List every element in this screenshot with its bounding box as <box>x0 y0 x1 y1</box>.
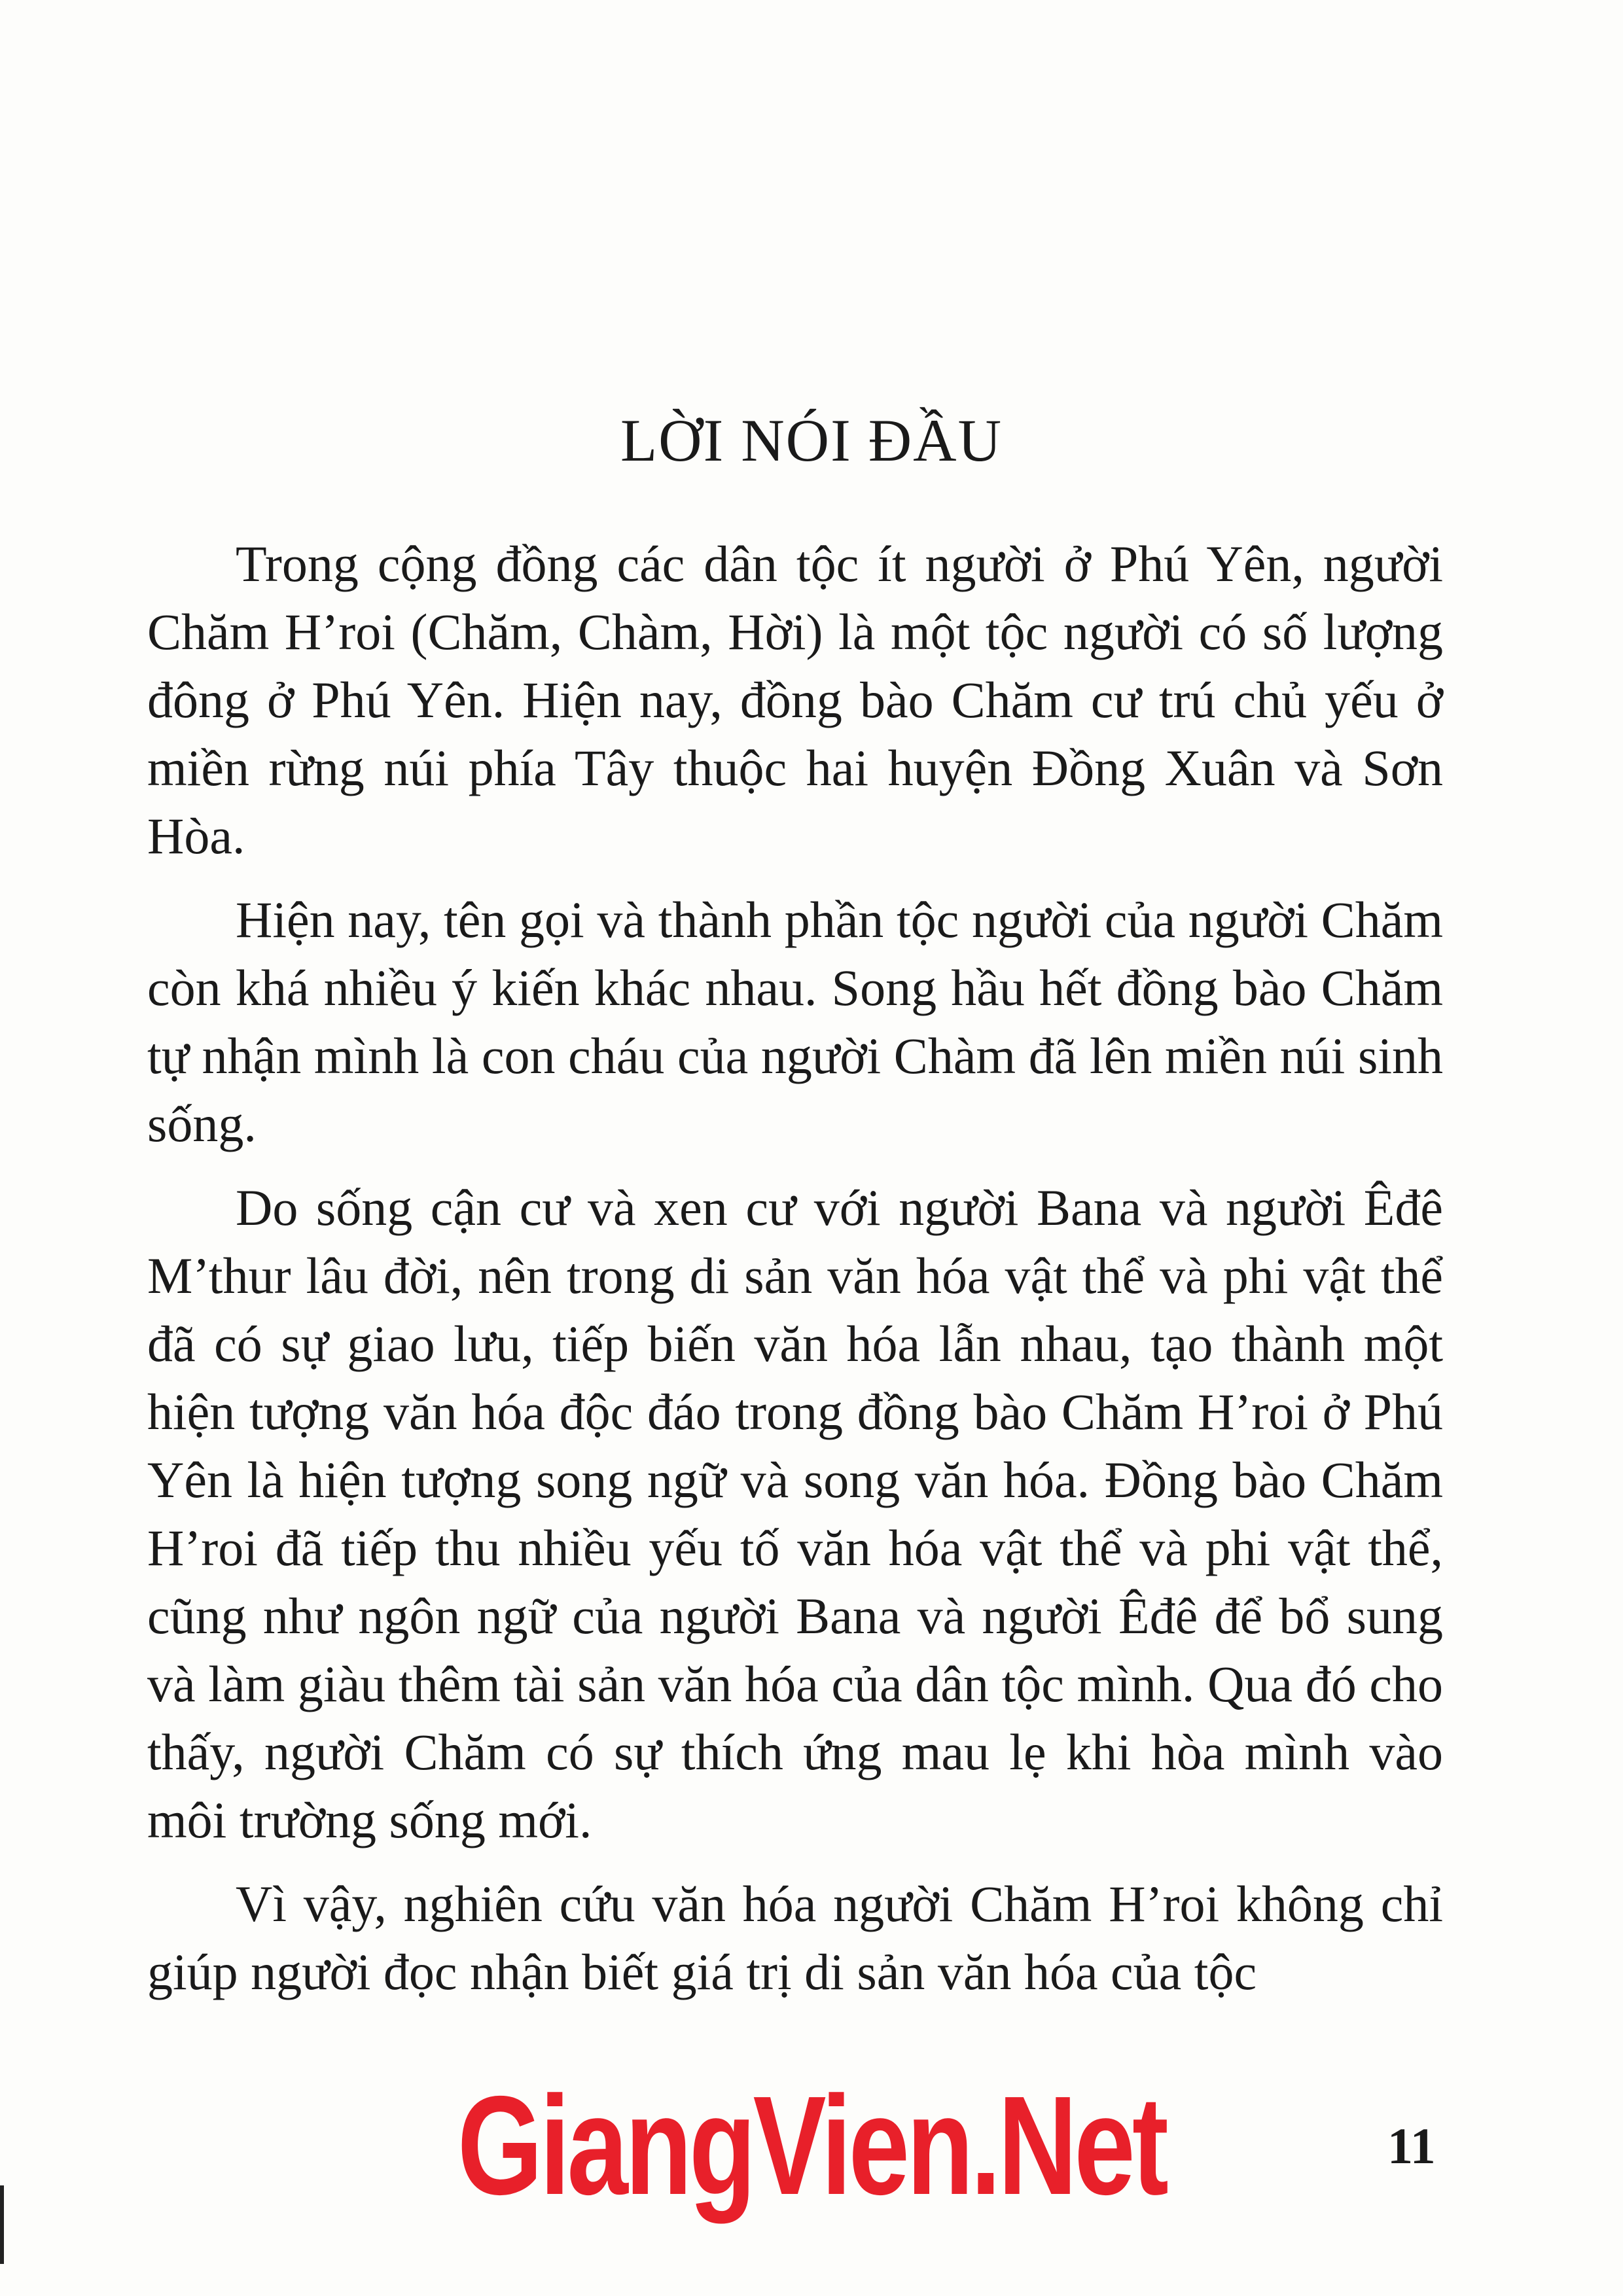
page-title: LỜI NÓI ĐẦU <box>620 407 1003 474</box>
paragraph-3: Do sống cận cư và xen cư với người Bana và người Êđê M’thur lâu đời, nên trong di sản văn hóa vật thể và phi vật thể đã có sự giao lưu, tiếp biến văn hóa lẫn nhau, tạo thành một hiện tượng văn hóa độc đáo trong đồng bào Chăm H’roi ở Phú Yên là hiện tượng song ngữ và song văn hóa. Đồng bào Chăm H’roi đã tiếp thu nhiều yếu tố văn hóa vật thể và phi vật thể, cũng như ngôn ngữ của người Bana và người Êđê để bổ sung và làm giàu thêm tài sản văn hóa của dân tộc mình. Qua đó cho thấy, người Chăm có sự thích ứng mau lẹ khi hòa mình vào môi trường sống mới. <box>147 1179 1443 1848</box>
watermark-logo: GiangVien.Net <box>457 2066 1166 2224</box>
scan-edge-mark <box>0 2185 4 2264</box>
page-number: 11 <box>1387 2117 1436 2174</box>
paragraph-2: Hiện nay, tên gọi và thành phần tộc người của người Chăm còn khá nhiều ý kiến khác nhau. Song hầu hết đồng bào Chăm tự nhận mình là con cháu của người Chàm đã lên miền núi sinh sống. <box>147 891 1443 1152</box>
paragraph-4: Vì vậy, nghiên cứu văn hóa người Chăm H’roi không chỉ giúp người đọc nhận biết giá trị di sản văn hóa của tộc <box>147 1875 1443 2000</box>
paragraph-1: Trong cộng đồng các dân tộc ít người ở Phú Yên, người Chăm H’roi (Chăm, Chàm, Hời) là một tộc người có số lượng đông ở Phú Yên. Hiện nay, đồng bào Chăm cư trú chủ yếu ở miền rừng núi phía Tây thuộc hai huyện Đồng Xuân và Sơn Hòa. <box>147 535 1443 864</box>
body-text <box>147 530 1443 2022</box>
